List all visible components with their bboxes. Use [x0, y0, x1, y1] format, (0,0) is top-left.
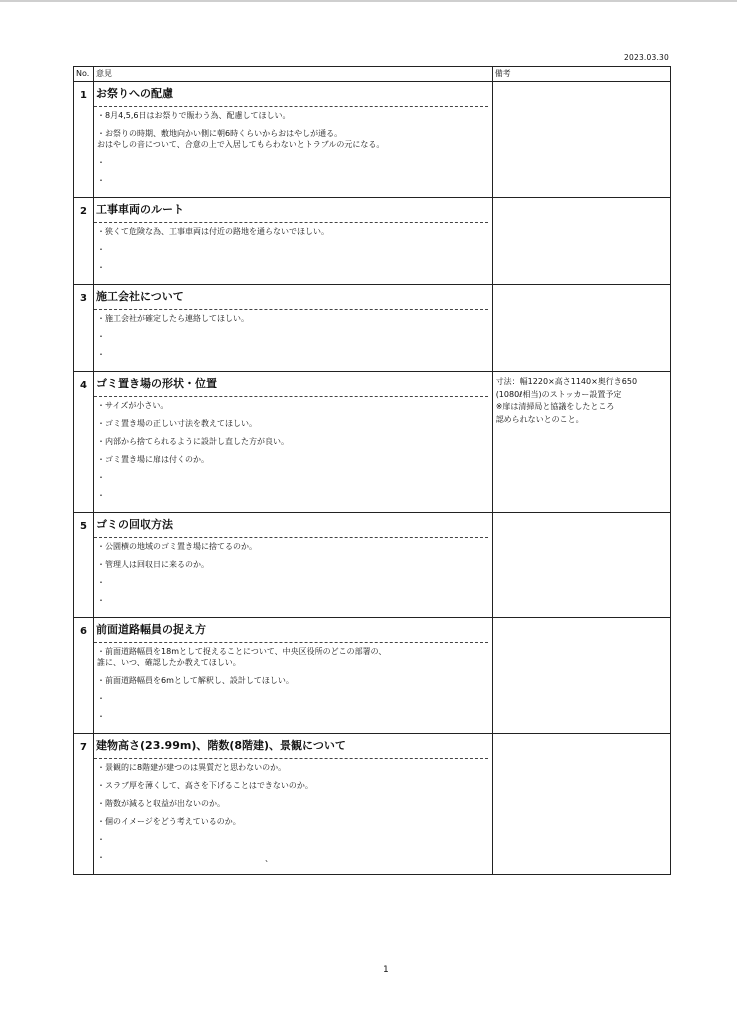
header-no: No.	[74, 67, 94, 82]
row-number: 3	[74, 285, 94, 372]
remarks-cell	[492, 82, 670, 198]
opinion-items	[94, 107, 492, 197]
table-row	[74, 82, 671, 198]
opinion-item: ・サイズが小さい。	[97, 401, 169, 410]
opinion-cell	[94, 734, 493, 875]
opinion-item: ・公園横の地域のゴミ置き場に捨てるのか。	[97, 542, 258, 551]
opinion-item: ・	[97, 263, 106, 272]
row-number: 1	[74, 82, 94, 198]
opinion-title: 前面道路幅員の捉え方	[94, 618, 488, 643]
opinion-item: ・景観的に8階建が建つのは異質だと思わないのか。	[97, 763, 287, 772]
remarks-cell	[492, 734, 670, 875]
opinion-title: 工事車両のルート	[94, 198, 488, 223]
row-number: 7	[74, 734, 94, 875]
row-number: 2	[74, 198, 94, 285]
table-header-row	[74, 67, 671, 82]
opinion-cell	[94, 513, 493, 618]
remarks-cell	[492, 618, 670, 734]
table-row	[74, 618, 671, 734]
opinion-cell	[94, 198, 493, 285]
page-number: 1	[383, 965, 389, 975]
row-number: 6	[74, 618, 94, 734]
opinion-item: ・お祭りの時期、敷地向かい側に朝6時くらいからおはやしが通る。 おはやしの音について、合意の上で入居してもらわないとトラブルの元になる。	[97, 129, 385, 149]
row-number: 5	[74, 513, 94, 618]
opinion-item: ・管理人は回収日に来るのか。	[97, 560, 210, 569]
opinion-item: ・狭くて危険な為、工事車両は付近の路地を通らないでほしい。	[97, 227, 330, 236]
opinion-item: ・	[97, 596, 106, 605]
opinion-item: ・内部から捨てられるように設計し直した方が良い。	[97, 437, 290, 446]
opinion-item: ・	[97, 835, 106, 844]
table-row	[74, 285, 671, 372]
remarks-cell	[492, 513, 670, 618]
stray-mark: 、	[265, 854, 273, 863]
opinion-item: ・	[97, 245, 106, 254]
opinion-cell	[94, 285, 493, 372]
opinion-item: ・	[97, 332, 106, 341]
remarks-line: (1080ℓ相当)のストッカー設置予定	[495, 389, 622, 399]
opinion-item: ・前面道路幅員を6mとして解釈し、設計してほしい。	[97, 676, 294, 685]
row-number: 4	[74, 372, 94, 513]
remarks-cell	[492, 198, 670, 285]
document-date: 2023.03.30	[624, 53, 669, 62]
opinion-item: ・ゴミ置き場に扉は付くのか。	[97, 455, 210, 464]
remarks-line: 寸法：幅1220×高さ1140×奥行き650	[495, 377, 638, 386]
table-row	[74, 198, 671, 285]
table-row	[74, 734, 671, 875]
table-row	[74, 372, 671, 513]
opinion-item: ・	[97, 491, 106, 500]
remarks-cell	[492, 285, 670, 372]
opinion-item: ・	[97, 158, 106, 167]
opinion-table	[73, 66, 671, 875]
opinion-item: ・	[97, 578, 106, 587]
opinion-cell	[94, 618, 493, 734]
opinion-item: ・	[97, 712, 106, 721]
opinion-title: ゴミの回収方法	[94, 513, 488, 538]
opinion-item: ・8月4,5,6日はお祭りで賑わう為、配慮してほしい。	[97, 111, 291, 120]
opinion-items	[94, 223, 492, 284]
opinion-items	[94, 643, 492, 733]
opinion-item: ・施工会社が確定したら連絡してほしい。	[97, 314, 250, 323]
opinion-item: ・個のイメージをどう考えているのか。	[97, 817, 241, 826]
header-opinion: 意見	[94, 67, 493, 82]
opinion-item: ・	[97, 473, 106, 482]
remarks-cell	[492, 372, 670, 513]
opinion-items	[94, 538, 492, 617]
opinion-item: ・前面道路幅員を18mとして捉えることについて、中央区役所のどこの部署の、 誰に、いつ、確認したか教えてほしい。	[97, 647, 387, 667]
opinion-items	[94, 310, 492, 371]
opinion-item: ・	[97, 853, 106, 862]
opinion-item: ・スラブ厚を薄くして、高さを下げることはできないのか。	[97, 781, 313, 790]
remarks-line: ※扉は清掃局と協議をしたところ	[495, 402, 615, 411]
opinion-item: ・階数が減ると収益が出ないのか。	[97, 799, 226, 808]
opinion-cell	[94, 372, 493, 513]
opinion-item: ・	[97, 176, 106, 185]
opinion-title: お祭りへの配慮	[94, 82, 488, 107]
opinion-item: ・	[97, 350, 106, 359]
opinion-items	[94, 397, 492, 512]
top-border-line	[0, 0, 737, 2]
opinion-title: ゴミ置き場の形状・位置	[94, 372, 488, 397]
opinion-cell	[94, 82, 493, 198]
opinion-item: ・	[97, 694, 106, 703]
opinion-title: 建物高さ(23.99m)、階数(8階建)、景観について	[94, 734, 488, 759]
remarks-line: 認められないとのこと。	[495, 414, 584, 424]
opinion-items	[94, 759, 492, 874]
header-remarks: 備考	[492, 67, 670, 82]
opinion-item: ・ゴミ置き場の正しい寸法を教えてほしい。	[97, 419, 258, 428]
table-row	[74, 513, 671, 618]
opinion-title: 施工会社について	[94, 285, 488, 310]
